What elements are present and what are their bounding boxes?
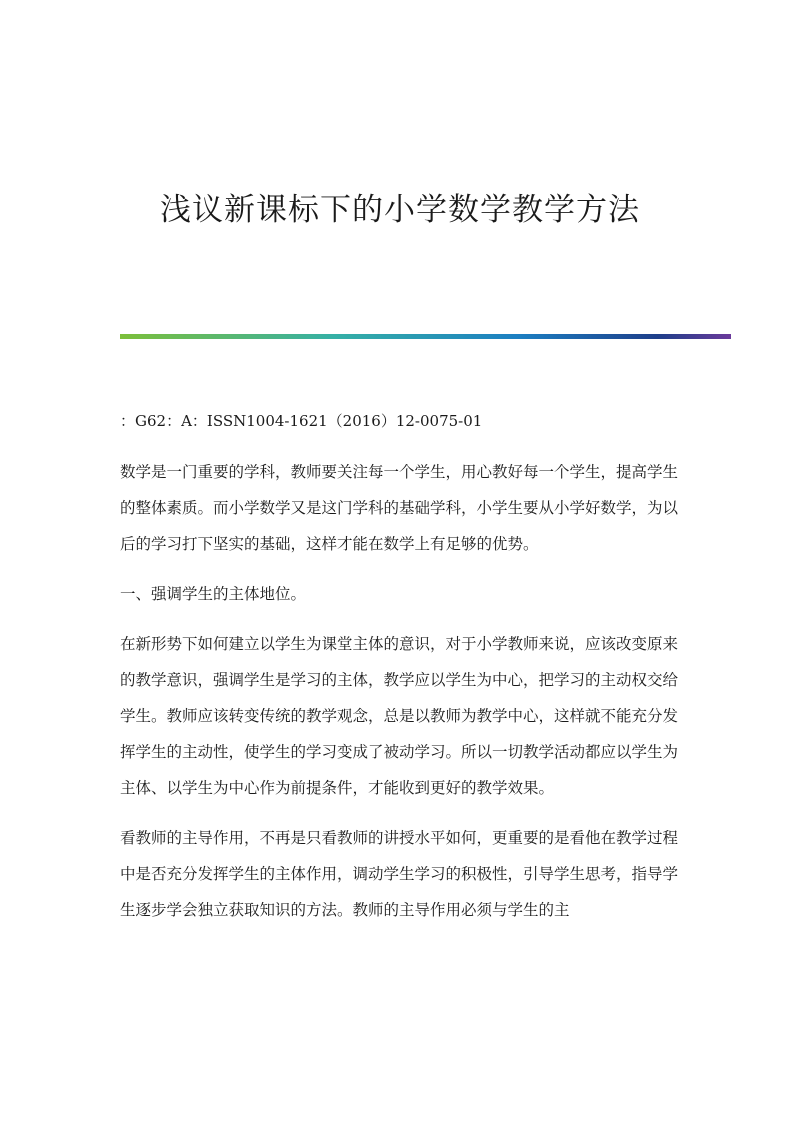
- page-title: 浅议新课标下的小学数学教学方法: [160, 192, 640, 228]
- classification-meta: ：G62：A：ISSN1004-1621（2016）12-0075-01: [120, 412, 483, 430]
- title-divider: [120, 334, 731, 339]
- paragraph-student-subject: 在新形势下如何建立以学生为课堂主体的意识，对于小学教师来说，应该改变原来的教学意识，强调学生是学习的主体，教学应以学生为中心，把学习的主动权交给学生。教师应该转变传统的教学观念，总是以教师为教学中心，这样就不能充分发挥学生的主动性，使学生的学习变成了被动学习。所以一切教学活动都应以学生为主体、以学生为中心作为前提条件，才能收到更好的教学效果。: [120, 635, 679, 797]
- paragraph-teacher-role: 看教师的主导作用，不再是只看教师的讲授水平如何，更重要的是看他在教学过程中是否充分发挥学生的主体作用，调动学生学习的积极性，引导学生思考，指导学生逐步学会独立获取知识的方法。教师的主导作用必须与学生的主: [120, 829, 679, 919]
- document-body: [120, 454, 680, 942]
- paragraph-intro: 数学是一门重要的学科，教师要关注每一个学生，用心教好每一个学生，提高学生的整体素质。而小学数学又是这门学科的基础学科，小学生要从小学好数学，为以后的学习打下坚实的基础，这样才能在数学上有足够的优势。: [120, 463, 679, 553]
- section-heading-1: 一、强调学生的主体地位。: [120, 585, 307, 603]
